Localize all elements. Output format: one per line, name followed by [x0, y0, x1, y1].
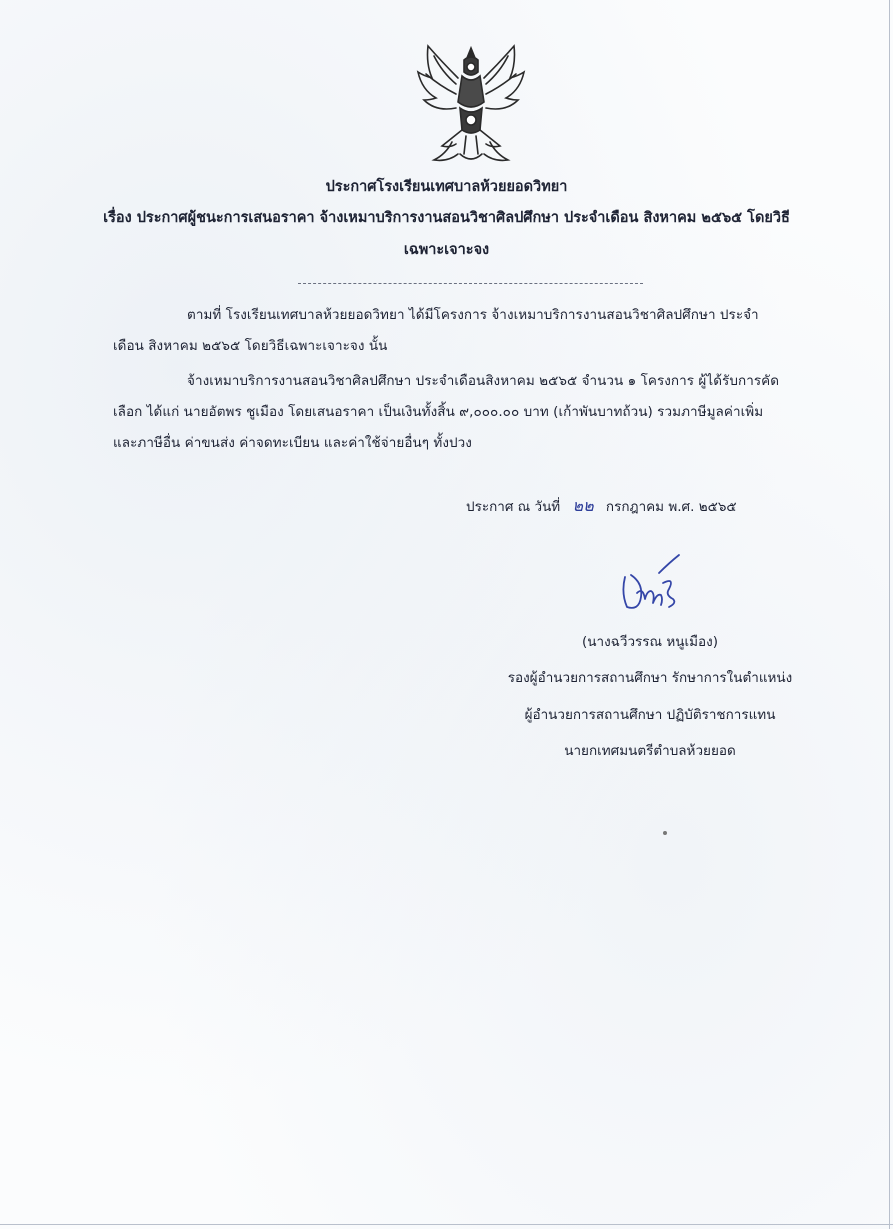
- paragraph-2-line-3: และภาษีอื่น ค่าขนส่ง ค่าจดทะเบียน และค่าใช้จ่ายอื่นๆ ทั้งปวง: [113, 435, 472, 451]
- signatory-position-line-2: ผู้อำนวยการสถานศึกษา ปฏิบัติราชการแทน: [524, 707, 776, 723]
- signatory-position-line-3: นายกเทศมนตรีตำบลห้วยยอด: [564, 743, 736, 759]
- title-divider: [298, 283, 643, 284]
- paragraph-2-line-1: จ้างเหมาบริการงานสอนวิชาศิลปศึกษา ประจำเดือนสิงหาคม ๒๕๖๕ จำนวน ๑ โครงการ ผู้ได้รับการคัด: [187, 373, 780, 389]
- paragraph-1-line-2: เดือน สิงหาคม ๒๕๖๕ โดยวิธีเฉพาะเจาะจง นั้น: [113, 338, 388, 354]
- date-prefix: ประกาศ ณ วันที่: [466, 499, 561, 515]
- paragraph-2-line-2: เลือก ได้แก่ นายอัตพร ชูเมือง โดยเสนอราคา เป็นเงินทั้งสิ้น ๙,๐๐๐.๐๐ บาท (เก้าพันบาทถ้วน) รวมภาษีมูลค่าเพิ่ม: [113, 404, 764, 420]
- signatory-name: (นางฉวีวรรณ หนูเมือง): [582, 634, 718, 650]
- announcement-subject-line-2: เฉพาะเจาะจง: [403, 242, 490, 258]
- date-month-year: กรกฎาคม พ.ศ. ๒๕๖๕: [605, 499, 737, 515]
- announcement-title: ประกาศโรงเรียนเทศบาลห้วยยอดวิทยา: [325, 179, 568, 195]
- scan-speck: [663, 831, 667, 835]
- announcement-date: [466, 494, 737, 519]
- announcement-subject-line-1: เรื่อง ประกาศผู้ชนะการเสนอราคา จ้างเหมาบริการงานสอนวิชาศิลปศึกษา ประจำเดือน สิงหาคม ๒๕๖๕ โดยวิธี: [103, 210, 790, 226]
- signatory-position-line-1: รองผู้อำนวยการสถานศึกษา รักษาการในตำแหน่ง: [507, 670, 793, 686]
- handwritten-signature: [617, 553, 689, 615]
- page-edge-bottom: [0, 1224, 893, 1225]
- paragraph-1-line-1: ตามที่ โรงเรียนเทศบาลห้วยยอดวิทยา ได้มีโครงการ จ้างเหมาบริการงานสอนวิชาศิลปศึกษา ประจำ: [187, 307, 759, 323]
- date-day-handwritten: ๒๒: [572, 496, 594, 515]
- garuda-emblem-icon: [412, 42, 530, 168]
